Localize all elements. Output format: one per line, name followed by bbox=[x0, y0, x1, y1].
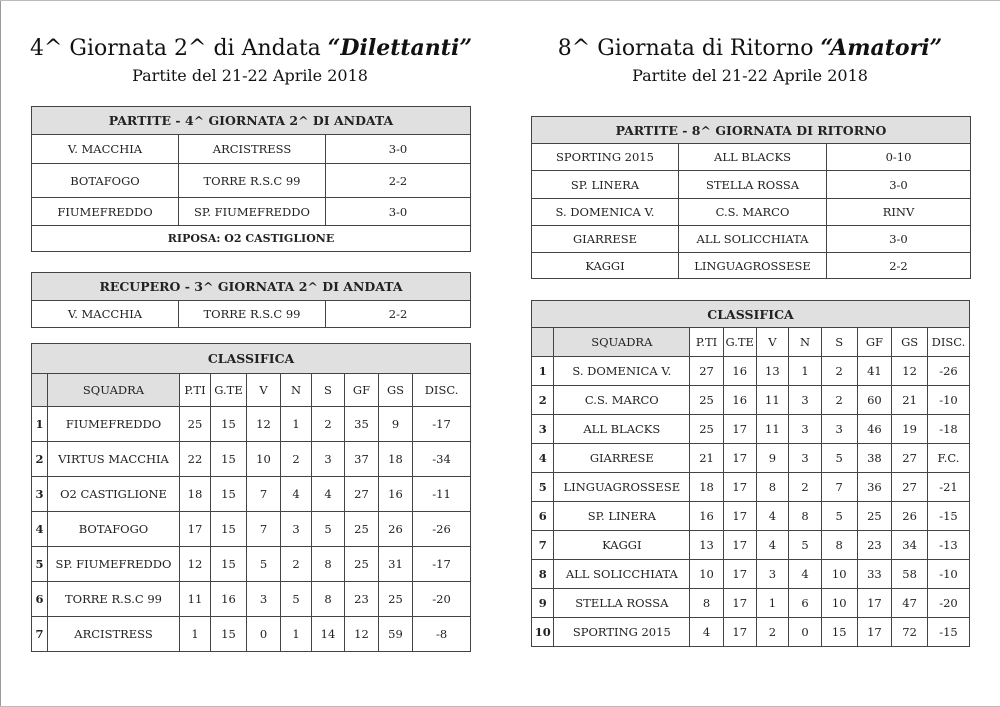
standings-discipline: -15 bbox=[927, 502, 969, 531]
standings-team: SPORTING 2015 bbox=[554, 618, 690, 647]
standings-points: 27 bbox=[690, 357, 724, 386]
standings-position: 3 bbox=[32, 477, 48, 512]
standings-points: 4 bbox=[690, 618, 724, 647]
match-score: RINV bbox=[827, 199, 971, 226]
away-team: ARCISTRESS bbox=[179, 135, 326, 164]
standings-won: 9 bbox=[756, 444, 789, 473]
left-title-prefix: 4^ Giornata 2^ di Andata bbox=[30, 36, 328, 61]
match-score: 2-2 bbox=[827, 253, 971, 279]
standings-goals-against: 31 bbox=[379, 547, 413, 582]
left-title bbox=[30, 35, 470, 62]
standings-row bbox=[32, 477, 471, 512]
standings-row bbox=[532, 618, 970, 647]
standings-won: 4 bbox=[756, 531, 789, 560]
standings-drawn: 3 bbox=[789, 444, 822, 473]
standings-goals-for: 35 bbox=[345, 407, 379, 442]
standings-discipline: -26 bbox=[413, 512, 471, 547]
standings-drawn: 3 bbox=[789, 386, 822, 415]
col-header-team: SQUADRA bbox=[554, 328, 690, 357]
away-team: C.S. MARCO bbox=[679, 199, 827, 226]
standings-played: 17 bbox=[723, 531, 756, 560]
standings-team: FIUMEFREDDO bbox=[48, 407, 180, 442]
standings-position: 3 bbox=[532, 415, 554, 444]
standings-goals-against: 27 bbox=[892, 473, 928, 502]
standings-team: BOTAFOGO bbox=[48, 512, 180, 547]
left-standings-body bbox=[32, 407, 471, 652]
match-row bbox=[32, 164, 471, 198]
away-team: TORRE R.S.C 99 bbox=[179, 301, 326, 328]
match-score: 2-2 bbox=[326, 164, 471, 198]
standings-discipline: -20 bbox=[927, 589, 969, 618]
standings-position: 9 bbox=[532, 589, 554, 618]
left-title-category: “Dilettanti” bbox=[327, 35, 472, 61]
standings-played: 16 bbox=[723, 386, 756, 415]
standings-goals-against: 16 bbox=[379, 477, 413, 512]
standings-position: 5 bbox=[32, 547, 48, 582]
standings-discipline: -11 bbox=[413, 477, 471, 512]
standings-drawn: 1 bbox=[281, 617, 312, 652]
standings-played: 17 bbox=[723, 502, 756, 531]
right-matches-table bbox=[531, 116, 971, 279]
standings-points: 11 bbox=[180, 582, 211, 617]
left-standings-table bbox=[31, 343, 471, 652]
right-standings-table bbox=[531, 300, 970, 647]
match-score: 2-2 bbox=[326, 301, 471, 328]
standings-lost: 5 bbox=[312, 512, 345, 547]
standings-played: 16 bbox=[211, 582, 247, 617]
standings-lost: 2 bbox=[821, 357, 857, 386]
standings-position: 2 bbox=[32, 442, 48, 477]
standings-row bbox=[532, 560, 970, 589]
standings-lost: 2 bbox=[821, 386, 857, 415]
standings-lost: 8 bbox=[312, 547, 345, 582]
standings-points: 1 bbox=[180, 617, 211, 652]
col-header-drawn: N bbox=[789, 328, 822, 357]
standings-row bbox=[532, 386, 970, 415]
standings-lost: 2 bbox=[312, 407, 345, 442]
col-header-points: P.TI bbox=[180, 374, 211, 407]
standings-discipline: -17 bbox=[413, 547, 471, 582]
standings-row bbox=[32, 442, 471, 477]
col-header-won: V bbox=[247, 374, 281, 407]
match-score: 3-0 bbox=[827, 171, 971, 199]
standings-goals-for: 37 bbox=[345, 442, 379, 477]
standings-won: 2 bbox=[756, 618, 789, 647]
standings-drawn: 2 bbox=[281, 547, 312, 582]
home-team: BOTAFOGO bbox=[32, 164, 179, 198]
standings-drawn: 5 bbox=[281, 582, 312, 617]
standings-goals-for: 23 bbox=[345, 582, 379, 617]
right-title bbox=[530, 35, 970, 62]
away-team: SP. FIUMEFREDDO bbox=[179, 198, 326, 226]
standings-drawn: 3 bbox=[789, 415, 822, 444]
standings-team: STELLA ROSSA bbox=[554, 589, 690, 618]
standings-goals-against: 25 bbox=[379, 582, 413, 617]
standings-goals-against: 27 bbox=[892, 444, 928, 473]
match-row bbox=[532, 199, 971, 226]
standings-position: 10 bbox=[532, 618, 554, 647]
col-header-goals-against: GS bbox=[379, 374, 413, 407]
standings-drawn: 3 bbox=[281, 512, 312, 547]
standings-won: 8 bbox=[756, 473, 789, 502]
col-header-drawn: N bbox=[281, 374, 312, 407]
standings-points: 18 bbox=[690, 473, 724, 502]
match-score: 0-10 bbox=[827, 144, 971, 171]
match-row bbox=[532, 144, 971, 171]
away-team: ALL SOLICCHIATA bbox=[679, 226, 827, 253]
left-recovery-table bbox=[31, 272, 471, 328]
standings-points: 18 bbox=[180, 477, 211, 512]
standings-points: 16 bbox=[690, 502, 724, 531]
standings-points: 13 bbox=[690, 531, 724, 560]
home-team: FIUMEFREDDO bbox=[32, 198, 179, 226]
standings-row bbox=[32, 582, 471, 617]
match-row bbox=[32, 135, 471, 164]
standings-position: 1 bbox=[532, 357, 554, 386]
match-row bbox=[532, 226, 971, 253]
standings-discipline: -21 bbox=[927, 473, 969, 502]
standings-goals-for: 25 bbox=[345, 547, 379, 582]
standings-played: 17 bbox=[723, 618, 756, 647]
standings-team: TORRE R.S.C 99 bbox=[48, 582, 180, 617]
standings-discipline: -15 bbox=[927, 618, 969, 647]
right-standings-header: CLASSIFICA bbox=[532, 301, 970, 328]
standings-position: 2 bbox=[532, 386, 554, 415]
standings-won: 11 bbox=[756, 415, 789, 444]
standings-discipline: -26 bbox=[927, 357, 969, 386]
col-header-goals-against: GS bbox=[892, 328, 928, 357]
standings-won: 7 bbox=[247, 477, 281, 512]
standings-team: C.S. MARCO bbox=[554, 386, 690, 415]
standings-discipline: -20 bbox=[413, 582, 471, 617]
standings-played: 17 bbox=[723, 560, 756, 589]
standings-position: 6 bbox=[32, 582, 48, 617]
standings-goals-for: 12 bbox=[345, 617, 379, 652]
standings-team: SP. LINERA bbox=[554, 502, 690, 531]
away-team: TORRE R.S.C 99 bbox=[179, 164, 326, 198]
standings-goals-against: 19 bbox=[892, 415, 928, 444]
standings-team: LINGUAGROSSESE bbox=[554, 473, 690, 502]
standings-drawn: 4 bbox=[789, 560, 822, 589]
standings-goals-against: 47 bbox=[892, 589, 928, 618]
home-team: V. MACCHIA bbox=[32, 301, 179, 328]
col-header-lost: S bbox=[312, 374, 345, 407]
col-header-won: V bbox=[756, 328, 789, 357]
page-top-border bbox=[0, 0, 1000, 1]
standings-lost: 4 bbox=[312, 477, 345, 512]
standings-won: 10 bbox=[247, 442, 281, 477]
standings-drawn: 0 bbox=[789, 618, 822, 647]
left-matches-table bbox=[31, 106, 471, 252]
position-header bbox=[532, 328, 554, 357]
standings-won: 7 bbox=[247, 512, 281, 547]
standings-played: 16 bbox=[723, 357, 756, 386]
match-score: 3-0 bbox=[326, 198, 471, 226]
home-team: GIARRESE bbox=[532, 226, 679, 253]
col-header-played: G.TE bbox=[211, 374, 247, 407]
standings-won: 4 bbox=[756, 502, 789, 531]
standings-team: S. DOMENICA V. bbox=[554, 357, 690, 386]
standings-played: 15 bbox=[211, 547, 247, 582]
standings-played: 17 bbox=[723, 444, 756, 473]
standings-position: 4 bbox=[532, 444, 554, 473]
standings-played: 15 bbox=[211, 617, 247, 652]
standings-played: 15 bbox=[211, 442, 247, 477]
standings-goals-for: 41 bbox=[857, 357, 892, 386]
standings-goals-for: 33 bbox=[857, 560, 892, 589]
standings-lost: 15 bbox=[821, 618, 857, 647]
right-subtitle: Partite del 21-22 Aprile 2018 bbox=[632, 66, 868, 85]
standings-row bbox=[32, 407, 471, 442]
standings-discipline: -13 bbox=[927, 531, 969, 560]
standings-goals-against: 26 bbox=[379, 512, 413, 547]
standings-points: 25 bbox=[690, 415, 724, 444]
standings-row bbox=[32, 617, 471, 652]
standings-lost: 7 bbox=[821, 473, 857, 502]
standings-lost: 8 bbox=[312, 582, 345, 617]
standings-team: ALL SOLICCHIATA bbox=[554, 560, 690, 589]
standings-team: ALL BLACKS bbox=[554, 415, 690, 444]
left-recovery-header: RECUPERO - 3^ GIORNATA 2^ DI ANDATA bbox=[32, 273, 471, 301]
standings-goals-against: 34 bbox=[892, 531, 928, 560]
standings-goals-against: 21 bbox=[892, 386, 928, 415]
standings-points: 25 bbox=[690, 386, 724, 415]
standings-lost: 5 bbox=[821, 444, 857, 473]
left-rest-note: RIPOSA: O2 CASTIGLIONE bbox=[32, 226, 471, 252]
standings-team: ARCISTRESS bbox=[48, 617, 180, 652]
standings-discipline: -8 bbox=[413, 617, 471, 652]
right-title-category: “Amatori” bbox=[820, 35, 943, 61]
standings-won: 5 bbox=[247, 547, 281, 582]
standings-discipline: -10 bbox=[927, 386, 969, 415]
standings-played: 15 bbox=[211, 477, 247, 512]
standings-points: 21 bbox=[690, 444, 724, 473]
standings-position: 8 bbox=[532, 560, 554, 589]
col-header-played: G.TE bbox=[723, 328, 756, 357]
standings-lost: 14 bbox=[312, 617, 345, 652]
standings-goals-for: 23 bbox=[857, 531, 892, 560]
standings-drawn: 6 bbox=[789, 589, 822, 618]
standings-discipline: -10 bbox=[927, 560, 969, 589]
standings-drawn: 5 bbox=[789, 531, 822, 560]
standings-won: 13 bbox=[756, 357, 789, 386]
standings-team: VIRTUS MACCHIA bbox=[48, 442, 180, 477]
page-left-border bbox=[0, 0, 1, 707]
standings-drawn: 8 bbox=[789, 502, 822, 531]
standings-points: 22 bbox=[180, 442, 211, 477]
standings-played: 17 bbox=[723, 473, 756, 502]
standings-discipline: -34 bbox=[413, 442, 471, 477]
standings-goals-against: 59 bbox=[379, 617, 413, 652]
standings-position: 7 bbox=[532, 531, 554, 560]
standings-lost: 3 bbox=[821, 415, 857, 444]
home-team: V. MACCHIA bbox=[32, 135, 179, 164]
standings-row bbox=[532, 473, 970, 502]
home-team: SPORTING 2015 bbox=[532, 144, 679, 171]
standings-won: 3 bbox=[247, 582, 281, 617]
standings-drawn: 1 bbox=[281, 407, 312, 442]
standings-team: KAGGI bbox=[554, 531, 690, 560]
away-team: ALL BLACKS bbox=[679, 144, 827, 171]
standings-lost: 3 bbox=[312, 442, 345, 477]
col-header-discipline: DISC. bbox=[927, 328, 969, 357]
standings-goals-for: 25 bbox=[857, 502, 892, 531]
standings-points: 25 bbox=[180, 407, 211, 442]
home-team: KAGGI bbox=[532, 253, 679, 279]
col-header-goals-for: GF bbox=[857, 328, 892, 357]
standings-goals-against: 26 bbox=[892, 502, 928, 531]
home-team: S. DOMENICA V. bbox=[532, 199, 679, 226]
standings-points: 17 bbox=[180, 512, 211, 547]
standings-row bbox=[532, 444, 970, 473]
standings-goals-against: 58 bbox=[892, 560, 928, 589]
standings-row bbox=[32, 547, 471, 582]
left-subtitle: Partite del 21-22 Aprile 2018 bbox=[132, 66, 368, 85]
standings-goals-against: 18 bbox=[379, 442, 413, 477]
right-standings-body bbox=[532, 357, 970, 647]
standings-column-headers bbox=[32, 374, 471, 407]
standings-goals-for: 36 bbox=[857, 473, 892, 502]
standings-won: 11 bbox=[756, 386, 789, 415]
standings-played: 15 bbox=[211, 512, 247, 547]
standings-drawn: 4 bbox=[281, 477, 312, 512]
standings-goals-for: 25 bbox=[345, 512, 379, 547]
standings-discipline: -18 bbox=[927, 415, 969, 444]
away-team: STELLA ROSSA bbox=[679, 171, 827, 199]
standings-won: 1 bbox=[756, 589, 789, 618]
match-row bbox=[32, 301, 471, 328]
match-row bbox=[532, 171, 971, 199]
col-header-points: P.TI bbox=[690, 328, 724, 357]
away-team: LINGUAGROSSESE bbox=[679, 253, 827, 279]
match-row bbox=[32, 198, 471, 226]
col-header-goals-for: GF bbox=[345, 374, 379, 407]
standings-position: 6 bbox=[532, 502, 554, 531]
standings-goals-for: 38 bbox=[857, 444, 892, 473]
col-header-team: SQUADRA bbox=[48, 374, 180, 407]
col-header-discipline: DISC. bbox=[413, 374, 471, 407]
col-header-lost: S bbox=[821, 328, 857, 357]
standings-goals-for: 17 bbox=[857, 618, 892, 647]
home-team: SP. LINERA bbox=[532, 171, 679, 199]
match-score: 3-0 bbox=[827, 226, 971, 253]
standings-row bbox=[532, 531, 970, 560]
standings-row bbox=[532, 589, 970, 618]
right-title-prefix: 8^ Giornata di Ritorno bbox=[557, 36, 821, 61]
standings-row bbox=[532, 357, 970, 386]
standings-team: SP. FIUMEFREDDO bbox=[48, 547, 180, 582]
standings-row bbox=[532, 502, 970, 531]
standings-drawn: 2 bbox=[789, 473, 822, 502]
standings-row bbox=[32, 512, 471, 547]
standings-drawn: 2 bbox=[281, 442, 312, 477]
standings-played: 15 bbox=[211, 407, 247, 442]
standings-team: GIARRESE bbox=[554, 444, 690, 473]
left-matches-header: PARTITE - 4^ GIORNATA 2^ DI ANDATA bbox=[32, 107, 471, 135]
standings-won: 12 bbox=[247, 407, 281, 442]
standings-discipline: F.C. bbox=[927, 444, 969, 473]
standings-goals-for: 60 bbox=[857, 386, 892, 415]
standings-team: O2 CASTIGLIONE bbox=[48, 477, 180, 512]
standings-goals-for: 17 bbox=[857, 589, 892, 618]
standings-won: 0 bbox=[247, 617, 281, 652]
standings-position: 5 bbox=[532, 473, 554, 502]
standings-position: 1 bbox=[32, 407, 48, 442]
standings-goals-for: 46 bbox=[857, 415, 892, 444]
standings-points: 10 bbox=[690, 560, 724, 589]
standings-goals-against: 72 bbox=[892, 618, 928, 647]
standings-goals-for: 27 bbox=[345, 477, 379, 512]
standings-column-headers bbox=[532, 328, 970, 357]
right-matches-header: PARTITE - 8^ GIORNATA DI RITORNO bbox=[532, 117, 971, 144]
standings-position: 7 bbox=[32, 617, 48, 652]
standings-goals-against: 9 bbox=[379, 407, 413, 442]
standings-points: 8 bbox=[690, 589, 724, 618]
standings-discipline: -17 bbox=[413, 407, 471, 442]
match-score: 3-0 bbox=[326, 135, 471, 164]
standings-position: 4 bbox=[32, 512, 48, 547]
standings-lost: 10 bbox=[821, 560, 857, 589]
standings-goals-against: 12 bbox=[892, 357, 928, 386]
standings-lost: 5 bbox=[821, 502, 857, 531]
standings-points: 12 bbox=[180, 547, 211, 582]
standings-drawn: 1 bbox=[789, 357, 822, 386]
standings-played: 17 bbox=[723, 589, 756, 618]
standings-lost: 10 bbox=[821, 589, 857, 618]
standings-won: 3 bbox=[756, 560, 789, 589]
standings-lost: 8 bbox=[821, 531, 857, 560]
match-row bbox=[532, 253, 971, 279]
standings-played: 17 bbox=[723, 415, 756, 444]
standings-row bbox=[532, 415, 970, 444]
position-header bbox=[32, 374, 48, 407]
left-standings-header: CLASSIFICA bbox=[32, 344, 471, 374]
